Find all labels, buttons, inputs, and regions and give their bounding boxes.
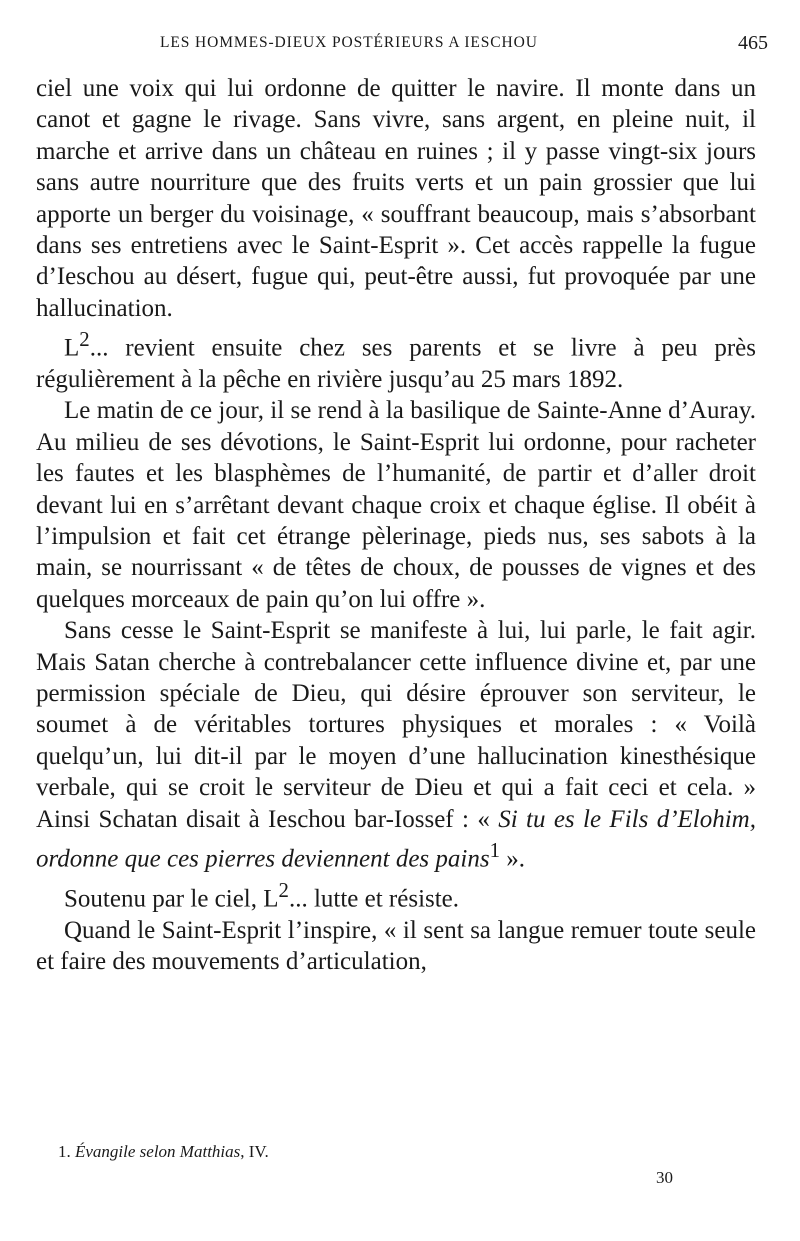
paragraph-5-lead: Soutenu par le ciel, L [64, 885, 279, 913]
paragraph-5 [36, 875, 756, 915]
footnote [58, 1142, 269, 1162]
paragraph-5-text: ... lutte et résiste. [288, 885, 460, 913]
superscript-2: 2 [79, 327, 90, 352]
running-title: LES HOMMES-DIEUX POSTÉRIEURS A IESCHOU [160, 34, 538, 51]
footnote-title: Évangile selon Matthias [75, 1142, 241, 1161]
paragraph-2-text: ... revient ensuite chez ses parents et se livre à peu près régulièrement à la pêche en rivière jusqu’au 25 mars 1892. [36, 334, 756, 393]
running-head [36, 34, 768, 56]
body-text [36, 73, 756, 977]
paragraph-6: Quand le Saint-Esprit l’inspire, « il sent sa langue remuer toute seule et faire des mouvements d’articulation, [36, 916, 756, 975]
paragraph-4 [36, 615, 756, 875]
initial-l: L [64, 334, 80, 362]
paragraph-1: ciel une voix qui lui ordonne de quitter le navire. Il monte dans un canot et gagne le rivage. Sans vivre, sans argent, en pleine nuit, il marche et arrive dans un château en ruines ; il y passe vingt-six jours sans autre nourriture que des fruits verts et un pain grossier que lui apporte un berger du voisinage, « souffrant beaucoup, mais s’absorbant dans ses entretiens avec le Saint-Esprit ». Cet accès rappelle la fugue d’Ieschou au désert, fugue qui, peut-être aussi, fut provoquée par une hallucination. [36, 75, 756, 322]
quote-close: ». [500, 845, 526, 873]
superscript-2: 2 [278, 877, 289, 902]
page-number: 465 [738, 32, 768, 54]
footnote-ref: , IV. [240, 1142, 269, 1161]
signature-mark: 30 [656, 1168, 673, 1187]
paragraph-2 [36, 324, 756, 395]
footnote-reference: 1 [489, 838, 501, 863]
paragraph-4-text: Sans cesse le Saint-Esprit se manifeste à lui, lui parle, le fait agir. Mais Satan cherche à contrebalancer cette influence divine et, par une permission spéciale de Dieu, qui désire éprouver son serviteur, le soumet à de véritables tortures physiques et morales : « Voilà quelqu’un, lui dit-il par le moyen d’une hallucination kinesthésique verbale, qui se croit le serviteur de Dieu et qui a fait ceci et cela. » Ainsi Schatan disait à Ieschou bar-Iossef : « [36, 617, 756, 833]
footnote-number: 1. [58, 1142, 71, 1161]
paragraph-3: Le matin de ce jour, il se rend à la basilique de Sainte-Anne d’Auray. Au milieu de ses dévotions, le Saint-Esprit lui ordonne, pour racheter les fautes et les blasphèmes de l’humanité, de partir et d’aller droit devant lui en s’arrêtant devant chaque croix et chaque église. Il obéit à l’impulsion et fait cet étrange pèlerinage, pieds nus, ses sabots à la main, se nourrissant « de têtes de choux, de pousses de vignes et des quelques morceaux de pain qu’on lui offre ». [36, 397, 756, 613]
italic-quote: Si tu es le Fils d’Elohim, ordonne que ces pierres deviennent des pains [36, 805, 756, 873]
